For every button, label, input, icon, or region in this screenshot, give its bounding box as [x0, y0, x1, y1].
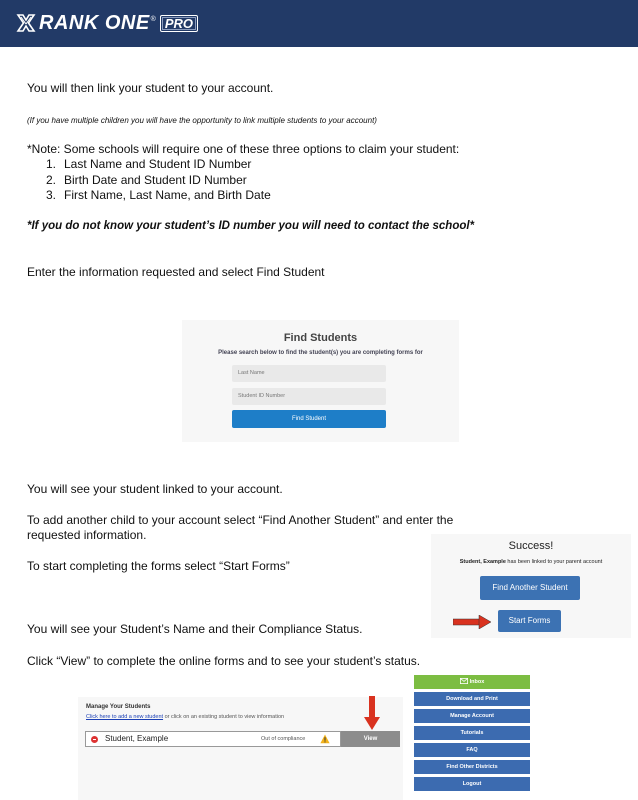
menu-download-print[interactable]: Download and Print [414, 692, 530, 706]
find-student-button[interactable]: Find Student [232, 410, 386, 428]
manage-students-title: Manage Your Students [86, 704, 151, 710]
brand-name: RANK ONE [39, 11, 150, 34]
list-item: 2. Birth Date and Student ID Number [46, 172, 247, 187]
remove-icon[interactable] [91, 736, 98, 743]
add-new-student-link[interactable]: Click here to add a new student [86, 714, 164, 720]
arrow-down-icon [364, 696, 380, 730]
note-text: *Note: Some schools will require one of these three options to claim your student: [27, 142, 460, 156]
menu-logout[interactable]: Logout [414, 777, 530, 791]
enter-info-text: Enter the information requested and select Find Student [27, 265, 325, 279]
multiple-children-text: (If you have multiple children you will have the opportunity to link multiple students to your account) [27, 116, 377, 125]
list-item: 3. First Name, Last Name, and Birth Date [46, 188, 271, 202]
mail-icon [460, 678, 468, 684]
rank-one-logo[interactable] [16, 10, 198, 36]
pro-badge: PRO [160, 15, 198, 32]
start-forms-button[interactable]: Start Forms [498, 610, 561, 632]
start-completing-text: To start completing the forms select “Start Forms” [27, 559, 290, 573]
find-students-title: Find Students [283, 332, 358, 344]
compliance-status: Out of compliance [261, 735, 306, 742]
add-another-text-2: requested information. [27, 528, 147, 542]
manage-students-panel [78, 697, 403, 800]
see-name-status-text: You will see your Student’s Name and their Compliance Status. [27, 622, 363, 636]
list-item: 1. Last Name and Student ID Number [46, 157, 252, 171]
menu-inbox[interactable]: Inbox [414, 675, 530, 689]
arrow-right-icon [453, 615, 491, 629]
find-students-subtitle: Please search below to find the student(s) you are completing forms for [218, 350, 423, 356]
view-button[interactable]: View [341, 731, 400, 747]
success-message: Student, Example has been linked to your parent account [459, 559, 603, 565]
student-id-input[interactable]: Student ID Number [232, 388, 386, 405]
claim-options-list [46, 157, 271, 204]
contact-school-text: *If you do not know your student’s ID number you will need to contact the school* [27, 220, 475, 232]
click-view-text: Click “View” to complete the online forms and to see your student’s status. [27, 654, 421, 668]
menu-tutorials[interactable]: Tutorials [414, 726, 530, 740]
logo-x-icon [16, 13, 36, 33]
warning-icon [320, 734, 330, 744]
see-linked-text: You will see your student linked to your account. [27, 482, 283, 496]
student-row[interactable] [85, 731, 341, 747]
add-another-text-1: To add another child to your account select “Find Another Student” and enter the [27, 513, 454, 527]
add-student-line: Click here to add a new student or click on an existing student to view information [86, 714, 285, 720]
student-name: Student, Example [105, 734, 169, 743]
last-name-input[interactable]: Last Name [232, 365, 386, 382]
find-another-student-button[interactable]: Find Another Student [480, 576, 580, 600]
header-bar [0, 0, 638, 47]
menu-faq[interactable]: FAQ [414, 743, 530, 757]
find-students-panel [182, 320, 459, 442]
menu-manage-account[interactable]: Manage Account [414, 709, 530, 723]
menu-find-other-districts[interactable]: Find Other Districts [414, 760, 530, 774]
link-student-text: You will then link your student to your account. [27, 81, 274, 95]
registered-mark: ® [150, 15, 156, 23]
success-title: Success! [508, 540, 554, 552]
